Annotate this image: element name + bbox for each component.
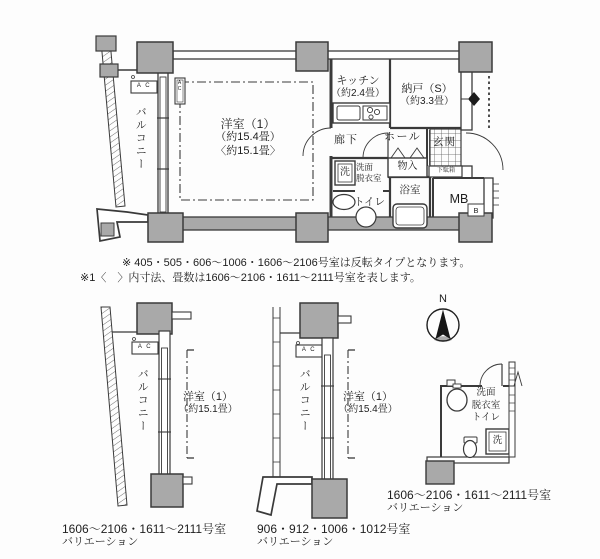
vr-toilet bbox=[464, 437, 478, 458]
vm-room-name: 洋室（1） bbox=[342, 391, 394, 403]
storage-name: 納戸（S） bbox=[401, 83, 453, 95]
vr-washroom-label bbox=[461, 387, 511, 425]
vr-washroom-line2: 脱衣室 bbox=[471, 399, 501, 411]
vl-room-label bbox=[172, 391, 244, 416]
bathtub bbox=[393, 204, 427, 228]
closet-label: 物入 bbox=[397, 161, 418, 172]
hall-label: ホール bbox=[384, 131, 422, 143]
storage-room-label bbox=[393, 83, 461, 108]
living-room-size-a: （約15.4畳） bbox=[215, 131, 281, 144]
vl-caption bbox=[62, 522, 226, 550]
kitchen-counter bbox=[333, 103, 390, 123]
vm-balcony-divider bbox=[273, 307, 280, 477]
living-room-size-b: 〈約15.1畳〉 bbox=[215, 144, 281, 157]
living-room-label bbox=[188, 117, 308, 158]
note-line1: ※ 405・505・606〜1006・1606〜2106号室は反転タイプとなります。 bbox=[122, 257, 471, 269]
vm-caption-line2: バリエーション bbox=[257, 536, 334, 549]
main-toilet-label: トイレ bbox=[354, 196, 385, 208]
vl-room-name: 洋室（1） bbox=[182, 391, 234, 403]
living-room-name: 洋室（1） bbox=[220, 117, 276, 131]
kitchen-name: キッチン bbox=[336, 75, 380, 87]
bath-label: 浴室 bbox=[399, 184, 421, 196]
vl-room-size: （約15.1畳） bbox=[178, 404, 238, 416]
note-line2: ※1〈 〉内寸法、畳数は1606〜2106・1611〜2111号室を表します。 bbox=[80, 271, 421, 284]
vr-washer-label: 洗 bbox=[492, 435, 503, 446]
vm-ac-label: A C bbox=[301, 347, 317, 353]
vr-toilet-label: トイレ bbox=[471, 412, 501, 423]
vm-caption-line1: 906・912・1006・1012号室 bbox=[257, 522, 411, 536]
main-ac-label: A C bbox=[136, 83, 152, 89]
main-ac-unit-label: AC bbox=[176, 80, 183, 92]
vm-room-label bbox=[332, 391, 404, 416]
main-washroom-label bbox=[356, 162, 382, 183]
vr-caption-line1: 1606〜2106・1611〜2111号室 bbox=[387, 488, 552, 502]
vr-washroom-line1: 洗面 bbox=[476, 387, 496, 398]
vr-door-arc bbox=[480, 364, 502, 386]
compass-icon bbox=[427, 309, 459, 342]
vl-caption-line1: 1606〜2106・1611〜2111号室 bbox=[62, 522, 227, 536]
vm-caption bbox=[257, 522, 410, 550]
washroom-line2: 脱衣室 bbox=[356, 172, 382, 183]
vr-caption bbox=[387, 488, 551, 516]
main-balcony-label: バルコニー bbox=[134, 106, 147, 171]
compass-north-label: N bbox=[439, 293, 447, 305]
washroom-line1: 洗面 bbox=[356, 162, 374, 172]
meter-box-label: MB bbox=[449, 192, 469, 206]
vl-caption-line2: バリエーション bbox=[62, 536, 139, 549]
vr-caption-line2: バリエーション bbox=[387, 502, 464, 515]
kitchen-size: （約2.4畳） bbox=[331, 88, 385, 100]
north-arrow-icon bbox=[436, 310, 451, 340]
entrance-door-arc bbox=[466, 133, 503, 170]
vl-ac-label: A C bbox=[137, 344, 153, 350]
vl-balcony-label: バルコニー bbox=[136, 368, 149, 433]
corridor-label: 廊下 bbox=[334, 134, 358, 146]
vm-balcony-label: バルコニー bbox=[298, 368, 311, 433]
storage-size: （約3.3畳） bbox=[400, 96, 454, 108]
entrance-label: 玄関 bbox=[433, 136, 456, 148]
b-label: B bbox=[473, 206, 479, 215]
shoe-cabinet-label: 下駄箱 bbox=[436, 168, 455, 174]
kitchen-label bbox=[325, 75, 391, 100]
kitchen-sink bbox=[337, 106, 360, 120]
main-washer-label: 洗 bbox=[340, 167, 350, 178]
vm-room-size: （約15.4畳） bbox=[338, 404, 398, 416]
